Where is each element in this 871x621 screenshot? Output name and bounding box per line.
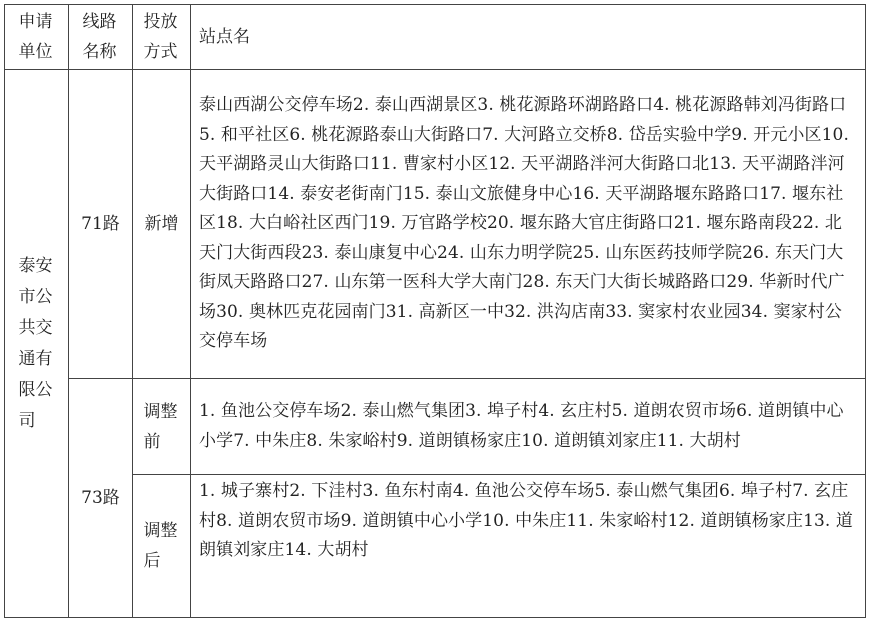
mode-cell — [133, 379, 191, 475]
header-row — [5, 5, 866, 70]
applicant-text: 泰安市公共交通有限公司 — [18, 255, 53, 431]
mode-cell — [133, 475, 191, 618]
header-applicant — [5, 5, 69, 70]
route-station-table — [4, 4, 866, 618]
header-route-text: 线路名称 — [82, 12, 117, 62]
route-cell: 73路 — [69, 379, 133, 618]
header-applicant-text: 申请单位 — [18, 12, 53, 62]
stations-cell: 1. 鱼池公交停车场2. 泰山燃气集团3. 埠子村4. 玄庄村5. 道朗农贸市场6. 道朗镇中心小学7. 中朱庄8. 朱家峪村9. 道朗镇杨家庄10. 道朗镇刘家庄11. 大胡村 — [191, 379, 866, 475]
mode-text: 调整前 — [143, 401, 178, 452]
stations-cell: 1. 城子寨村2. 下洼村3. 鱼东村南4. 鱼池公交停车场5. 泰山燃气集团6. 埠子村7. 玄庄村8. 道朗农贸市场9. 道朗镇中心小学10. 中朱庄11. 朱家峪村12. 道朗镇杨家庄13. 道朗镇刘家庄14. 大胡村 — [191, 475, 866, 618]
header-mode-text: 投放方式 — [143, 12, 178, 62]
header-mode — [133, 5, 191, 70]
header-route — [69, 5, 133, 70]
stations-cell: 泰山西湖公交停车场2. 泰山西湖景区3. 桃花源路环湖路路口4. 桃花源路韩刘冯街路口5. 和平社区6. 桃花源路泰山大街路口7. 大河路立交桥8. 岱岳实验中学9. 开元小区10. 天平湖路灵山大街路口11. 曹家村小区12. 天平湖路泮河大街路口北13. 天平湖路泮河大街路口14. 泰安老街南门15. 泰山文旅健身中心16. 天平湖路堰东路路口17. 堰东社区18. 大白峪社区西门19. 万官路学校20. 堰东路大官庄街路口21. 堰东路南段22. 北天门大街西段23. 泰山康复中心24. 山东力明学院25. 山东医药技师学院26. 东天门大街凤天路路口27. 山东第一医科大学大南门28. 东天门大街长城路路口29. 华新时代广场30. 奥林匹克花园南门31. 高新区一中32. 洪沟店南33. 窦家村农业园34. 窦家村公交停车场 — [191, 70, 866, 379]
header-stations: 站点名 — [191, 5, 866, 70]
route-cell: 71路 — [69, 70, 133, 379]
table-row — [5, 475, 866, 618]
applicant-cell — [5, 70, 69, 618]
table-row — [5, 379, 866, 475]
mode-cell: 新增 — [133, 70, 191, 379]
mode-text: 调整后 — [143, 521, 178, 571]
table-row — [5, 70, 866, 379]
